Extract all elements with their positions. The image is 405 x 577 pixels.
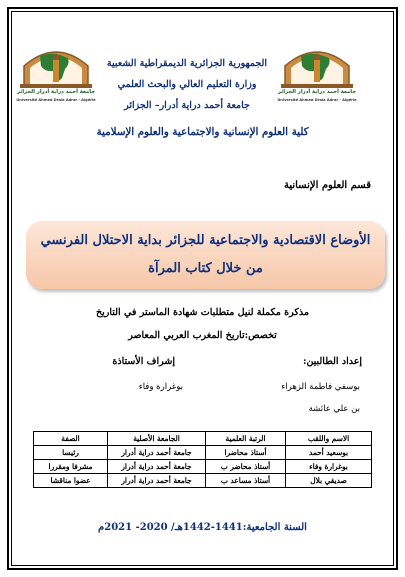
jury-cell: صديقي بلال — [286, 474, 372, 488]
logo-caption-latin: Université Ahmed Draïa Adrar - Algérie — [16, 98, 96, 102]
table-row — [34, 474, 372, 488]
jury-cell: رئيسا — [34, 446, 108, 460]
specialty-line: تخصص:تاريخ المغرب العربي المعاصر — [128, 330, 277, 341]
jury-header-rank: الرتبة العلمية — [206, 432, 286, 446]
jury-cell: بوغرارة وفاء — [286, 460, 372, 474]
thesis-title-line1: الأوضاع الاقتصادية والاجتماعية للجزائر بداية الاحتلال الفرنسي — [40, 233, 371, 248]
supervision-label: إشراف الأستاذة — [112, 356, 175, 367]
university-emblem-icon — [277, 42, 357, 88]
student-name: بن علي عائشة — [308, 404, 360, 414]
student-name: بوسفي فاطمة الزهراء — [281, 382, 360, 392]
university-logo-left — [16, 42, 96, 108]
university-logo-right — [277, 42, 357, 108]
jury-cell: أستاذ مساعد ب — [206, 474, 286, 488]
jury-header-role: الصفة — [34, 432, 108, 446]
thesis-title-line2: من خلال كتاب المرآة — [148, 261, 263, 276]
university-heading: جامعة أحمد دراية أدرار– الجزائر — [124, 100, 250, 111]
university-emblem-icon — [16, 42, 96, 88]
department-heading: قسم العلوم الإنسانية — [283, 180, 371, 191]
jury-cell: مشرفا ومقررا — [34, 460, 108, 474]
jury-header-name: الاسم واللقب — [286, 432, 372, 446]
jury-cell: عضوا مناقشا — [34, 474, 108, 488]
jury-cell: جامعة أحمد دراية أدرار — [108, 460, 206, 474]
logo-caption-latin: Université Ahmed Draïa Adrar - Algérie — [277, 98, 357, 102]
logo-caption-arabic: جامعة أحمد دراية أدرار الجزائر — [277, 89, 357, 95]
jury-table — [33, 431, 372, 488]
table-row — [34, 446, 372, 460]
jury-cell: بوسعيد أحمد — [286, 446, 372, 460]
jury-header-row — [34, 432, 372, 446]
ministry-heading: وزارة التعليم العالي والبحث العلمي — [117, 79, 257, 90]
table-row — [34, 460, 372, 474]
jury-cell: جامعة أحمد دراية أدرار — [108, 474, 206, 488]
memo-description: مذكرة مكملة لنيل متطلبات شهادة الماستر في التاريخ — [95, 307, 309, 318]
jury-header-university: الجامعة الأصلية — [108, 432, 206, 446]
supervisor-name: بوغرارة وفاء — [138, 382, 183, 392]
faculty-heading: كلية العلوم الإنسانية والاجتماعية والعلوم الإسلامية — [96, 126, 309, 138]
logo-caption-arabic: جامعة أحمد دراية أدرار الجزائر — [16, 89, 96, 95]
republic-heading: الجمهورية الجزائرية الديمقراطية الشعبية — [106, 58, 268, 69]
jury-cell: أستاذ محاضر ب — [206, 460, 286, 474]
academic-year: السنة الجامعية:1441-1442هـ/ 2020- 2021م — [98, 522, 307, 533]
jury-cell: أستاذ محاضرا — [206, 446, 286, 460]
students-label: إعداد الطالبين: — [302, 356, 362, 367]
jury-cell: جامعة أحمد دراية أدرار — [108, 446, 206, 460]
thesis-title-box — [26, 221, 385, 289]
